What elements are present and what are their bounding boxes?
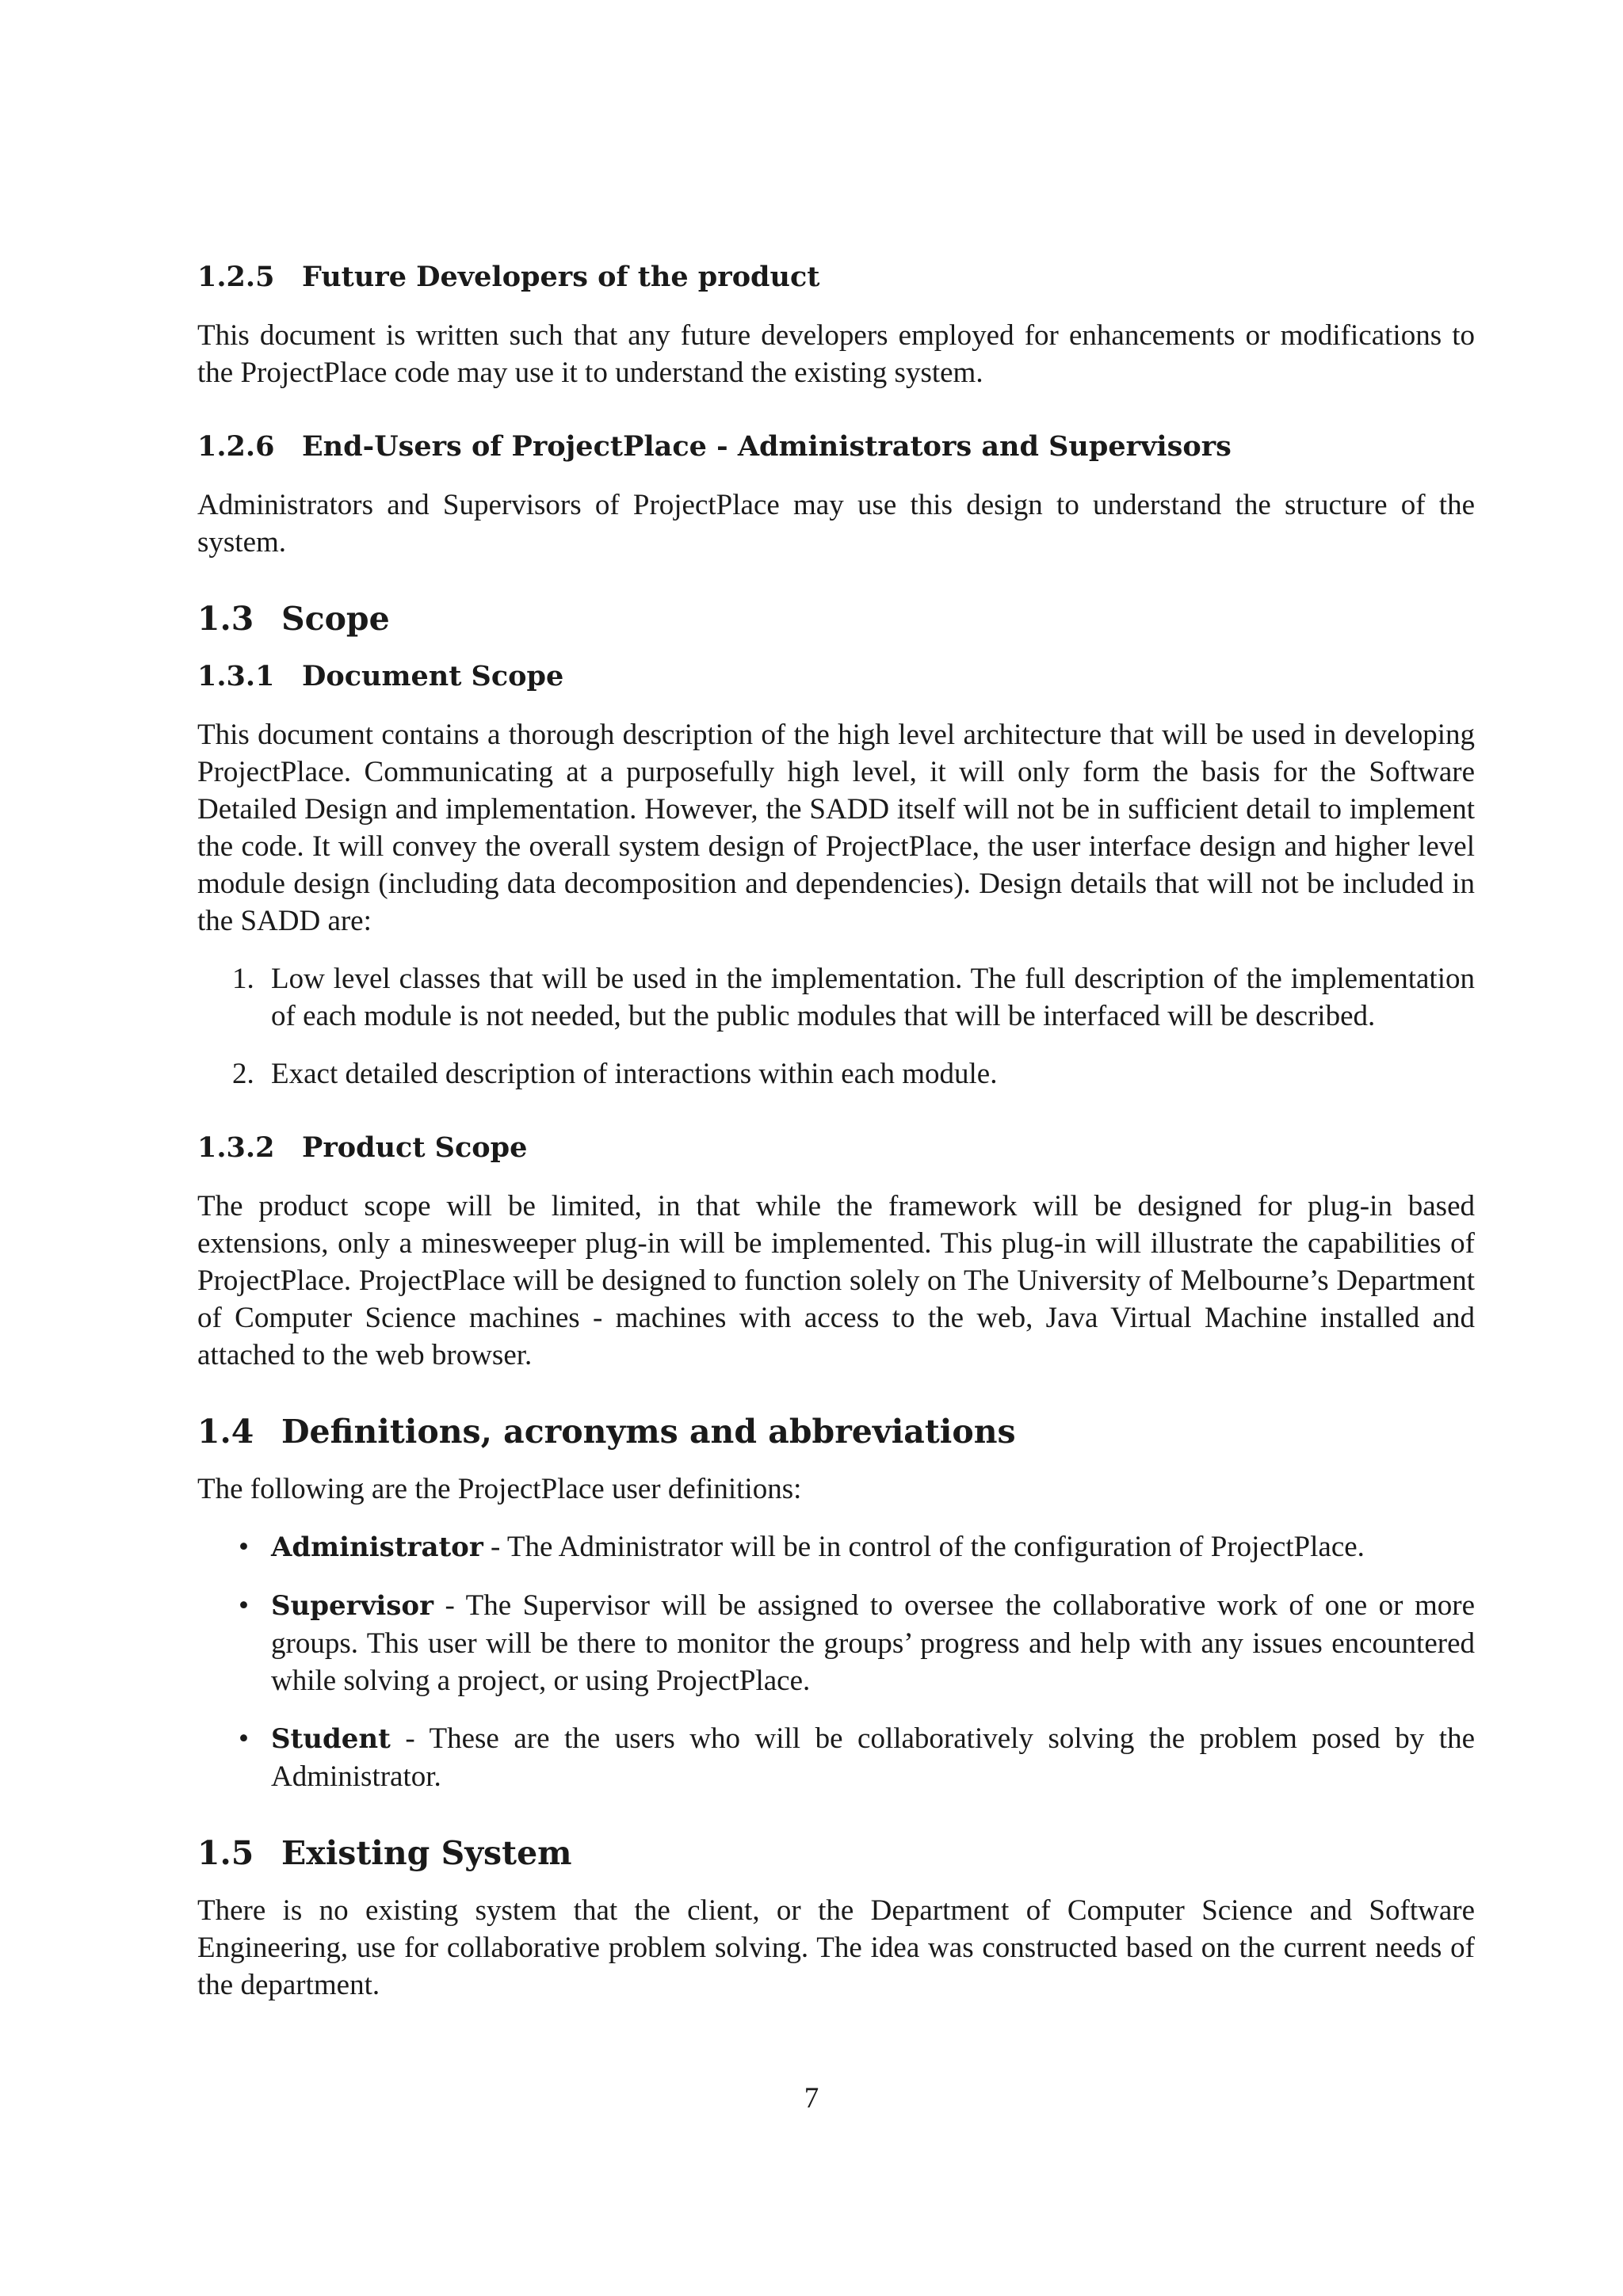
heading-number: 1.2.6 xyxy=(197,430,275,463)
paragraph-product-scope: The product scope will be limited, in that while the framework will be designed for plug-in based extensions, only a minesweeper plug-in will be implemented. This plug-in will illustrate the capabilities of ProjectPlace. ProjectPlace will be designed to function solely on The University of Melbourne’s Department of Computer Science machines - machines with access to the web, Java Virtual Machine installed and attached to the web browser. xyxy=(197,1190,1475,1371)
heading-title: Future Developers of the product xyxy=(302,261,820,293)
definition-text: - The Administrator will be in control of the configuration of ProjectPlace. xyxy=(483,1531,1365,1563)
paragraph-future-developers: This document is written such that any future developers employed for enhancements or modifications to the ProjectPlace code may use it to understand the existing system. xyxy=(197,319,1475,389)
heading-number: 1.3.1 xyxy=(197,660,275,692)
page-content xyxy=(197,258,1475,2004)
heading-1-5 xyxy=(197,1832,1475,1875)
heading-title: Document Scope xyxy=(302,660,564,692)
list-marker: 2. xyxy=(232,1058,254,1090)
heading-number: 1.3.2 xyxy=(197,1131,275,1164)
user-definitions-list xyxy=(197,1528,1475,1795)
paragraph-end-users: Administrators and Supervisors of ProjectPlace may use this design to understand the structure of the system. xyxy=(197,489,1475,559)
heading-number: 1.4 xyxy=(197,1413,254,1451)
heading-title: Product Scope xyxy=(302,1131,528,1164)
list-item xyxy=(197,1587,1475,1699)
heading-title: Definitions, acronyms and abbreviations xyxy=(281,1413,1016,1451)
list-item xyxy=(197,1055,1475,1093)
heading-1-2-6 xyxy=(197,428,1475,466)
definition-text: - The Supervisor will be assigned to oversee the collaborative work of one or more groups. This user will be there to monitor the groups’ progress and help with any issues encountered while solving a project, or using ProjectPlace. xyxy=(271,1589,1475,1697)
bullet-marker: • xyxy=(239,1531,249,1563)
page-number: 7 xyxy=(804,2082,819,2115)
heading-1-4 xyxy=(197,1410,1475,1453)
list-item xyxy=(197,1528,1475,1566)
heading-1-3-2 xyxy=(197,1129,1475,1167)
heading-title: Existing System xyxy=(281,1834,572,1872)
heading-title: End-Users of ProjectPlace - Administrators and Supervisors xyxy=(302,430,1232,463)
list-item xyxy=(197,960,1475,1035)
definition-text: - These are the users who will be collaboratively solving the problem posed by the Administrator. xyxy=(271,1722,1475,1793)
list-item-text: Exact detailed description of interactions within each module. xyxy=(271,1058,998,1090)
bullet-marker: • xyxy=(239,1722,249,1755)
heading-number: 1.5 xyxy=(197,1834,254,1872)
heading-1-2-5 xyxy=(197,258,1475,296)
list-marker: 1. xyxy=(232,963,254,995)
bullet-marker: • xyxy=(239,1589,249,1622)
heading-1-3-1 xyxy=(197,658,1475,696)
list-item-text: Low level classes that will be used in the implementation. The full description of the implementation of each module is not needed, but the public modules that will be interfaced will be described. xyxy=(271,963,1475,1032)
definition-term: Student xyxy=(271,1723,391,1755)
paragraph-document-scope: This document contains a thorough description of the high level architecture that will be used in developing ProjectPlace. Communicating at a purposefully high level, it will only form the basis for the Software Detailed Design and implementation. However, the SADD itself will not be in sufficient detail to implement the code. It will convey the overall system design of ProjectPlace, the user interface design and higher level module design (including data decomposition and dependencies). Design details that will not be included in the SADD are: xyxy=(197,719,1475,937)
heading-number: 1.2.5 xyxy=(197,261,275,293)
excluded-details-list xyxy=(197,960,1475,1093)
paragraph-existing-system: There is no existing system that the client, or the Department of Computer Science and Software Engineering, use for collaborative problem solving. The idea was constructed based on the current needs of the department. xyxy=(197,1894,1475,2001)
definition-term: Supervisor xyxy=(271,1590,433,1622)
paragraph-definitions-intro: The following are the ProjectPlace user definitions: xyxy=(197,1473,802,1505)
list-item xyxy=(197,1720,1475,1795)
definition-term: Administrator xyxy=(271,1531,483,1563)
heading-title: Scope xyxy=(281,600,390,638)
heading-1-3 xyxy=(197,597,1475,640)
heading-number: 1.3 xyxy=(197,600,254,638)
